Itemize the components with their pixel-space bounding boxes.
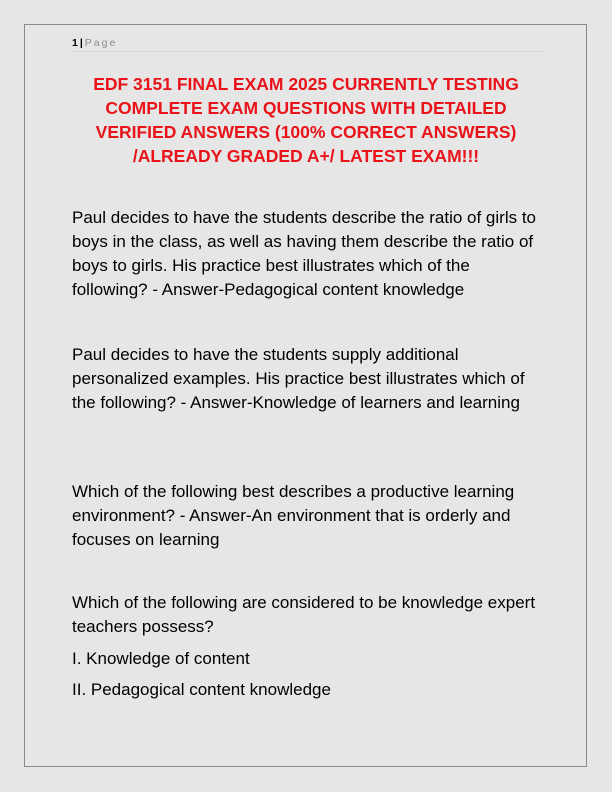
page-number: 1 bbox=[72, 37, 78, 49]
page-header bbox=[72, 36, 542, 52]
question-paragraph: Which of the following are considered to be knowledge expert teachers possess? bbox=[72, 593, 536, 636]
answer-option: II. Pedagogical content knowledge bbox=[72, 680, 331, 699]
page-label: Page bbox=[84, 37, 118, 49]
question-paragraph: Paul decides to have the students describe the ratio of girls to boys in the class, as well as having them describe the ratio of boys to girls. His practice best illustrates which of the following? - Answer-Pedagogical content knowledge bbox=[72, 208, 536, 299]
page-separator: | bbox=[79, 37, 83, 49]
answer-option: I. Knowledge of content bbox=[72, 649, 250, 668]
question-paragraph: Paul decides to have the students supply additional personalized examples. His practice best illustrates which of the following? - Answer-Knowledge of learners and learning bbox=[72, 345, 525, 412]
document-title: EDF 3151 FINAL EXAM 2025 CURRENTLY TESTING COMPLETE EXAM QUESTIONS WITH DETAILED VERIFIED ANSWERS (100% CORRECT ANSWERS) /ALREADY GRADED A+/ LATEST EXAM!!! bbox=[93, 74, 519, 166]
question-paragraph: Which of the following best describes a productive learning environment? - Answer-An environment that is orderly and focuses on learning bbox=[72, 482, 515, 549]
